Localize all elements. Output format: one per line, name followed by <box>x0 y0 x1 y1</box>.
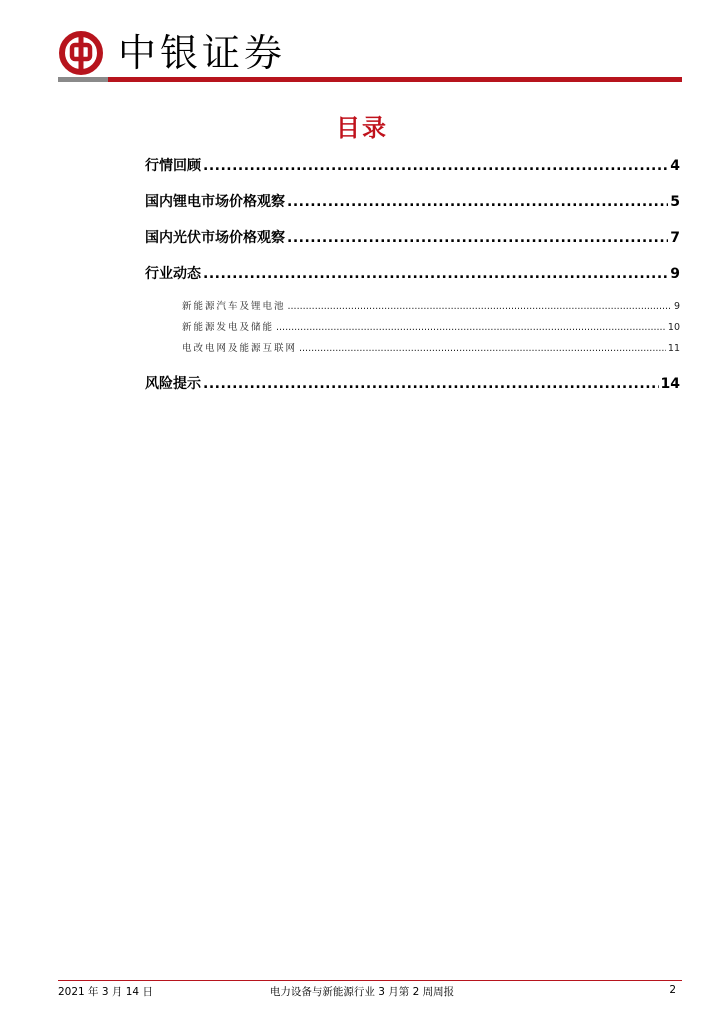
page-header <box>0 0 724 90</box>
toc-entry-page: 14 <box>660 376 680 392</box>
toc-entry-page: 4 <box>670 158 680 174</box>
toc-entry-label: 行业动态 <box>145 266 201 282</box>
toc-subentry-label: 新能源发电及储能 <box>182 322 275 333</box>
toc-dot-leader <box>203 263 668 285</box>
footer-page-number: 2 <box>669 984 676 996</box>
toc-subentry-page: 11 <box>667 343 680 354</box>
toc-dot-leader <box>287 191 668 213</box>
toc-dot-leader <box>299 341 666 357</box>
toc-entry[interactable] <box>145 373 680 409</box>
toc-title: 目录 <box>336 114 388 142</box>
toc-dot-leader <box>203 155 668 177</box>
toc-dot-leader <box>276 320 666 336</box>
toc-dot-leader <box>203 373 659 395</box>
table-of-contents <box>145 155 680 409</box>
toc-entry-page: 9 <box>670 266 680 282</box>
toc-subentry-page: 9 <box>673 301 680 312</box>
toc-entry-label: 国内锂电市场价格观察 <box>145 194 285 210</box>
header-rule-gray <box>58 77 108 82</box>
toc-entry-label: 风险提示 <box>145 376 201 392</box>
toc-entry[interactable] <box>145 155 680 191</box>
toc-entry-page: 5 <box>670 194 680 210</box>
footer-date: 2021 年 3 月 14 日 <box>58 986 153 998</box>
footer-report-title: 电力设备与新能源行业 3 月第 2 周周报 <box>269 986 455 998</box>
toc-dot-leader <box>287 227 668 249</box>
toc-entry-label: 行情回顾 <box>145 158 201 174</box>
toc-subentry-label: 电改电网及能源互联网 <box>182 343 298 354</box>
toc-subentry[interactable] <box>145 299 680 320</box>
footer-rule <box>58 980 682 981</box>
toc-entry-page: 7 <box>670 230 680 246</box>
toc-entry[interactable] <box>145 191 680 227</box>
toc-subentry-page: 10 <box>667 322 680 333</box>
toc-dot-leader <box>288 299 672 315</box>
toc-subentry[interactable] <box>145 320 680 341</box>
toc-entry[interactable] <box>145 227 680 263</box>
toc-entry-label: 国内光伏市场价格观察 <box>145 230 285 246</box>
toc-entry[interactable] <box>145 263 680 299</box>
toc-subentry-label: 新能源汽车及锂电池 <box>182 301 286 312</box>
toc-subentry[interactable] <box>145 341 680 373</box>
brand-name: 中银证券 <box>118 31 287 75</box>
bank-of-china-logo-icon <box>58 30 104 76</box>
header-rule-red <box>108 77 682 82</box>
